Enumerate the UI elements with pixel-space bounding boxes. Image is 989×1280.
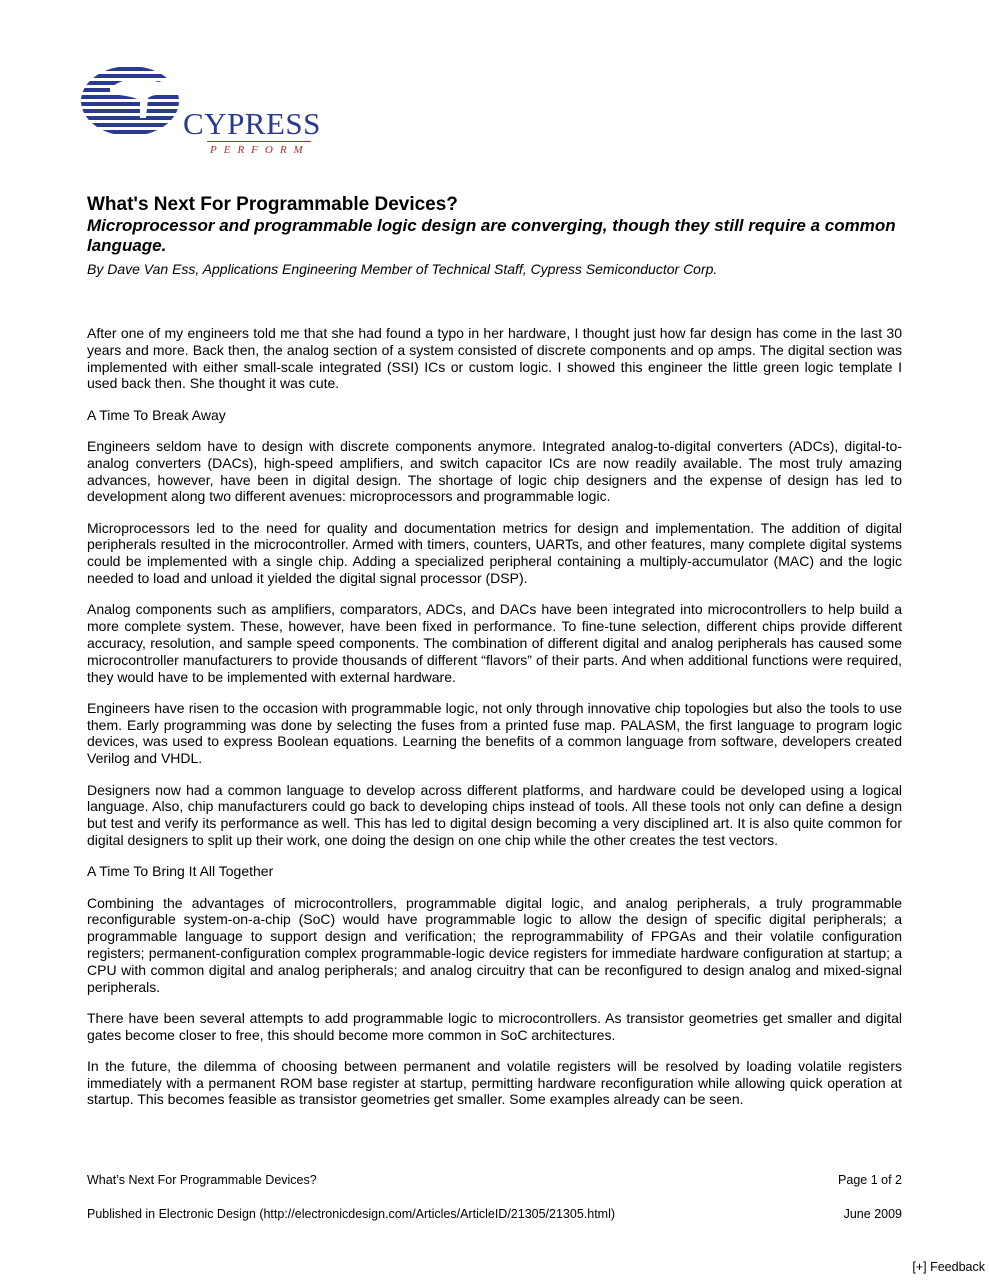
- article-subtitle: Microprocessor and programmable logic design are converging, though they still require a common language.: [87, 216, 896, 255]
- article-body: [87, 325, 902, 1123]
- paragraph: There have been several attempts to add programmable logic to microcontrollers. As transistor geometries get smaller and digital gates become closer to free, this should become more common in SoC architectures.: [87, 1009, 902, 1043]
- article-header: [87, 194, 902, 278]
- logo-wordmark: CYPRESS: [183, 106, 321, 141]
- article-title: What's Next For Programmable Devices?: [87, 194, 458, 215]
- footer-published: Published in Electronic Design (http://electronicdesign.com/Articles/ArticleID/21305/21305.html): [87, 1207, 616, 1221]
- paragraph: Engineers have risen to the occasion with programmable logic, not only through innovative chip topologies but also the tools to use them. Early programming was done by selecting the fuses from a printed fuse map. PALASM, the first language to program logic devices, was used to express Boolean equations. Learning the benefits of a common language from software, developers created Verilog and VHDL.: [87, 699, 902, 767]
- article-byline: By Dave Van Ess, Applications Engineering Member of Technical Staff, Cypress Semiconductor Corp.: [87, 261, 718, 277]
- logo-divider: [207, 141, 311, 142]
- section-heading: A Time To Bring It All Together: [87, 863, 274, 880]
- feedback-link[interactable]: [+] Feedback: [912, 1260, 985, 1274]
- paragraph: Engineers seldom have to design with discrete components anymore. Integrated analog-to-digital converters (ADCs), digital-to-analog converters (DACs), high-speed amplifiers, and switch capacitor ICs are now readily available. The most truly amazing advances, however, have been in digital design. The shortage of logic chip designers and the expense of design has led to development along two different avenues: microprocessors and programmable logic.: [87, 437, 902, 505]
- cypress-logo: [80, 64, 321, 160]
- paragraph: Microprocessors led to the need for quality and documentation metrics for design and implementation. The addition of digital peripherals resulted in the microcontroller. Armed with timers, counters, UARTs, and other features, many complete digital systems could be implemented with a single chip. Adding a specialized peripheral containing a multiply-accumulator (MAC) and the logic needed to load and unload it yielded the digital signal processor (DSP).: [87, 519, 902, 587]
- paragraph: In the future, the dilemma of choosing between permanent and volatile registers will be resolved by loading volatile registers immediately with a permanent ROM base register at startup, permitting hardware reconfiguration while allowing quick operation at startup. This becomes feasible as transistor geometries get smaller. Some examples already can be seen.: [87, 1057, 902, 1108]
- paragraph: Designers now had a common language to develop across different platforms, and hardware could be developed using a logical language. Also, chip manufacturers could go back to developing chips instead of tools. All these tools not only can define a design but test and verify its performance as well. This has led to digital design becoming a very disciplined art. It is also quite common for digital designers to split up their work, one doing the design on one chip while the other creates the test vectors.: [87, 781, 902, 848]
- footer-top-row: [87, 1173, 902, 1187]
- footer-date: June 2009: [843, 1207, 902, 1221]
- paragraph: Analog components such as amplifiers, comparators, ADCs, and DACs have been integrated into microcontrollers to help build a more complete system. These, however, have been fixed in performance. To fine-tune selection, different chips provide different accuracy, resolution, and sample speed components. The combination of different digital and analog peripherals has caused some microcontroller manufacturers to provide thousands of different “flavors” of their parts. And when additional functions were required, they would have to be implemented with external hardware.: [87, 601, 902, 685]
- paragraph: After one of my engineers told me that she had found a typo in her hardware, I thought just how far design has come in the last 30 years and more. Back then, the analog section of a system consisted of discrete components and op amps. The digital section was implemented with either small-scale integrated (SSI) ICs or custom logic. I showed this engineer the little green logic template I used back then. She thought it was cute.: [87, 325, 902, 392]
- paragraph: Combining the advantages of microcontrollers, programmable digital logic, and analog peripherals, a truly programmable reconfigurable system-on-a-chip (SoC) would have programmable logic to allow the design of specific digital peripherals; a programmable language to support design and verification; the reprogrammability of FPGAs and their volatile configuration registers; permanent-configuration complex programmable-logic device registers for immediate hardware configuration at startup; a CPU with common digital and analog peripherals; and analog circuitry that can be reconfigured to design analog and mixed-signal peripherals.: [87, 894, 902, 995]
- logo-tagline: PERFORM: [210, 144, 310, 156]
- footer-page-number: Page 1 of 2: [838, 1173, 902, 1187]
- section-heading: A Time To Break Away: [87, 406, 226, 423]
- footer-bottom-row: [87, 1207, 902, 1221]
- footer-doc-title: What’s Next For Programmable Devices?: [87, 1173, 317, 1187]
